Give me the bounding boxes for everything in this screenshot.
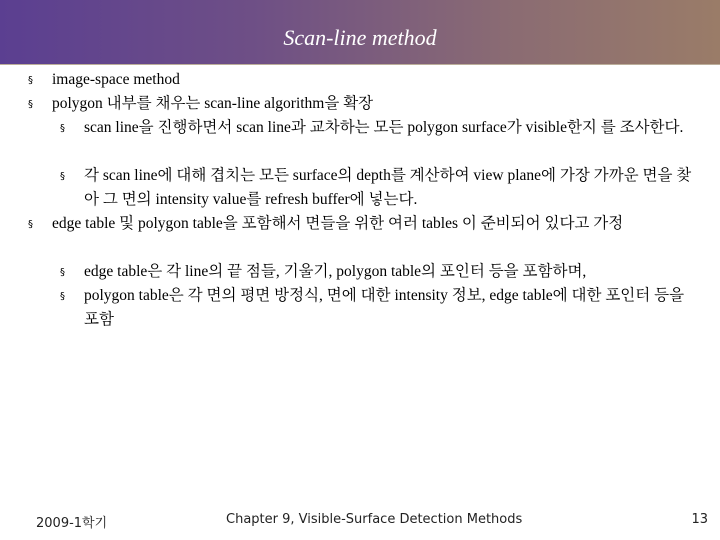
bullet-icon: §: [60, 267, 65, 278]
bullet-icon: §: [60, 123, 65, 134]
sub-bullet-item: [60, 284, 700, 332]
slide-title: Scan-line method: [283, 25, 437, 50]
bullet-text: 각 scan line에 대해 겹치는 모든 surface의 depth를 계산하여 view plane에 가장 가까운 면을 찾아 그 면의 intensity value를 refresh buffer에 넣는다.: [84, 167, 692, 208]
bullet-icon: §: [28, 219, 33, 230]
bullet-icon: §: [60, 171, 65, 182]
bullet-item: [28, 92, 702, 116]
bullet-text: image-space method: [52, 71, 180, 88]
bullet-text: edge table은 각 line의 끝 점들, 기울기, polygon table의 포인터 등을 포함하며,: [84, 263, 587, 280]
bullet-icon: §: [28, 99, 33, 110]
bullet-text: edge table 및 polygon table을 포함해서 면들을 위한 여러 tables 이 준비되어 있다고 가정: [52, 215, 624, 232]
bullet-icon: §: [28, 75, 33, 86]
bullet-item: [28, 68, 702, 92]
footer-date: 2009-1학기: [36, 516, 108, 531]
bullet-text: polygon 내부를 채우는 scan-line algorithm을 확장: [52, 95, 374, 112]
bullet-text: scan line을 진행하면서 scan line과 교차하는 모든 polygon surface가 visible한지 를 조사한다.: [84, 119, 684, 136]
bullet-icon: §: [60, 291, 65, 302]
bullet-text: polygon table은 각 면의 평면 방정식, 면에 대한 intensity 정보, edge table에 대한 포인터 등을 포함: [84, 287, 685, 328]
sub-bullet-item: [60, 164, 700, 212]
sub-bullet-item: [60, 116, 700, 140]
bullet-item: [28, 212, 702, 236]
footer-page-number: 13: [691, 512, 708, 527]
sub-bullet-item: [60, 260, 700, 284]
footer-chapter: Chapter 9, Visible-Surface Detection Methods: [226, 512, 523, 527]
